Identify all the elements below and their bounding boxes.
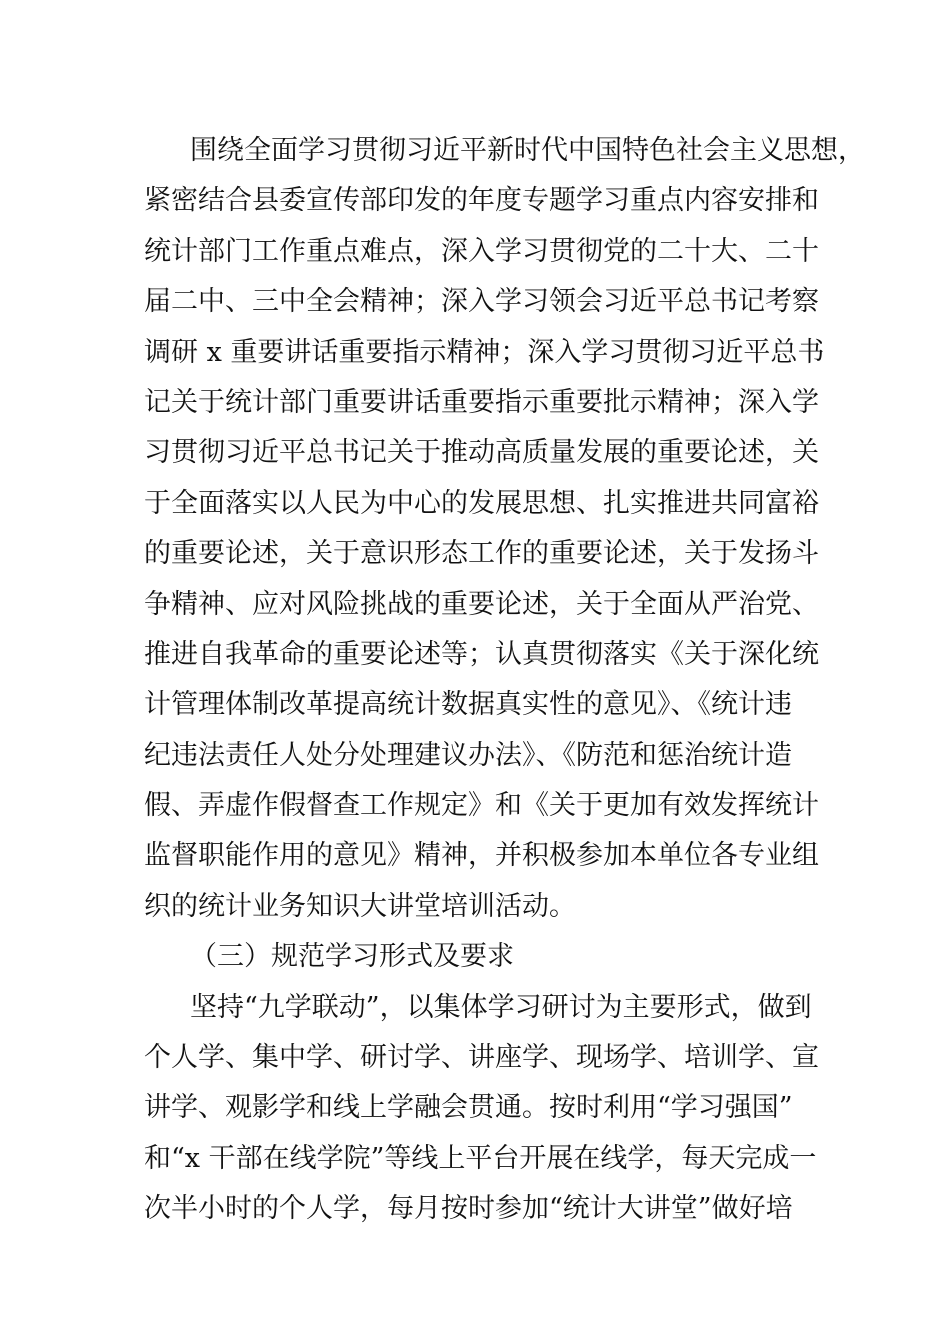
paragraph-line: 记关于统计部门重要讲话重要指示重要批示精神；深入学 xyxy=(144,386,819,418)
paragraph-line: 调研 x 重要讲话重要指示精神；深入学习贯彻习近平总书 xyxy=(144,336,825,368)
paragraph-line: 届二中、三中全会精神；深入学习领会习近平总书记考察 xyxy=(144,286,819,318)
paragraph-line: 假、弄虚作假督查工作规定》和《关于更加有效发挥统计 xyxy=(144,790,819,822)
paragraph-line: 次半小时的个人学，每月按时参加“统计大讲堂”做好培 xyxy=(144,1193,793,1225)
paragraph-line: 习贯彻习近平总书记关于推动高质量发展的重要论述，关 xyxy=(144,437,819,469)
paragraph-line: 坚持“九学联动”，以集体学习研讨为主要形式，做到 xyxy=(190,991,812,1023)
paragraph-line: 争精神、应对风险挑战的重要论述，关于全面从严治党、 xyxy=(144,588,819,620)
paragraph-line: 于全面落实以人民为中心的发展思想、扎实推进共同富裕 xyxy=(144,487,819,519)
paragraph-line: 织的统计业务知识大讲堂培训活动。 xyxy=(144,890,576,922)
paragraph-line: 紧密结合县委宣传部印发的年度专题学习重点内容安排和 xyxy=(144,185,819,217)
paragraph-line: 推进自我革命的重要论述等；认真贯彻落实《关于深化统 xyxy=(144,638,819,670)
document-body xyxy=(144,126,865,1235)
paragraph-line: 纪违法责任人处分处理建议办法》、《防范和惩治统计造 xyxy=(144,739,792,771)
paragraph-line: 的重要论述，关于意识形态工作的重要论述，关于发扬斗 xyxy=(144,538,819,570)
paragraph-line: 监督职能作用的意见》精神，并积极参加本单位各专业组 xyxy=(144,840,819,872)
paragraph-line: 个人学、集中学、研讨学、讲座学、现场学、培训学、宣 xyxy=(144,1042,819,1074)
paragraph-line: 讲学、观影学和线上学融会贯通。按时利用“学习强国” xyxy=(144,1092,793,1124)
paragraph-line: 和“x 干部在线学院”等线上平台开展在线学，每天完成一 xyxy=(144,1142,817,1174)
paragraph-line: 计管理体制改革提高统计数据真实性的意见》、《统计违 xyxy=(144,689,792,721)
paragraph-line: 围绕全面学习贯彻习近平新时代中国特色社会主义思想， xyxy=(190,135,865,166)
section-heading: （三）规范学习形式及要求 xyxy=(190,941,514,973)
paragraph-line: 统计部门工作重点难点，深入学习贯彻党的二十大、二十 xyxy=(144,235,819,267)
